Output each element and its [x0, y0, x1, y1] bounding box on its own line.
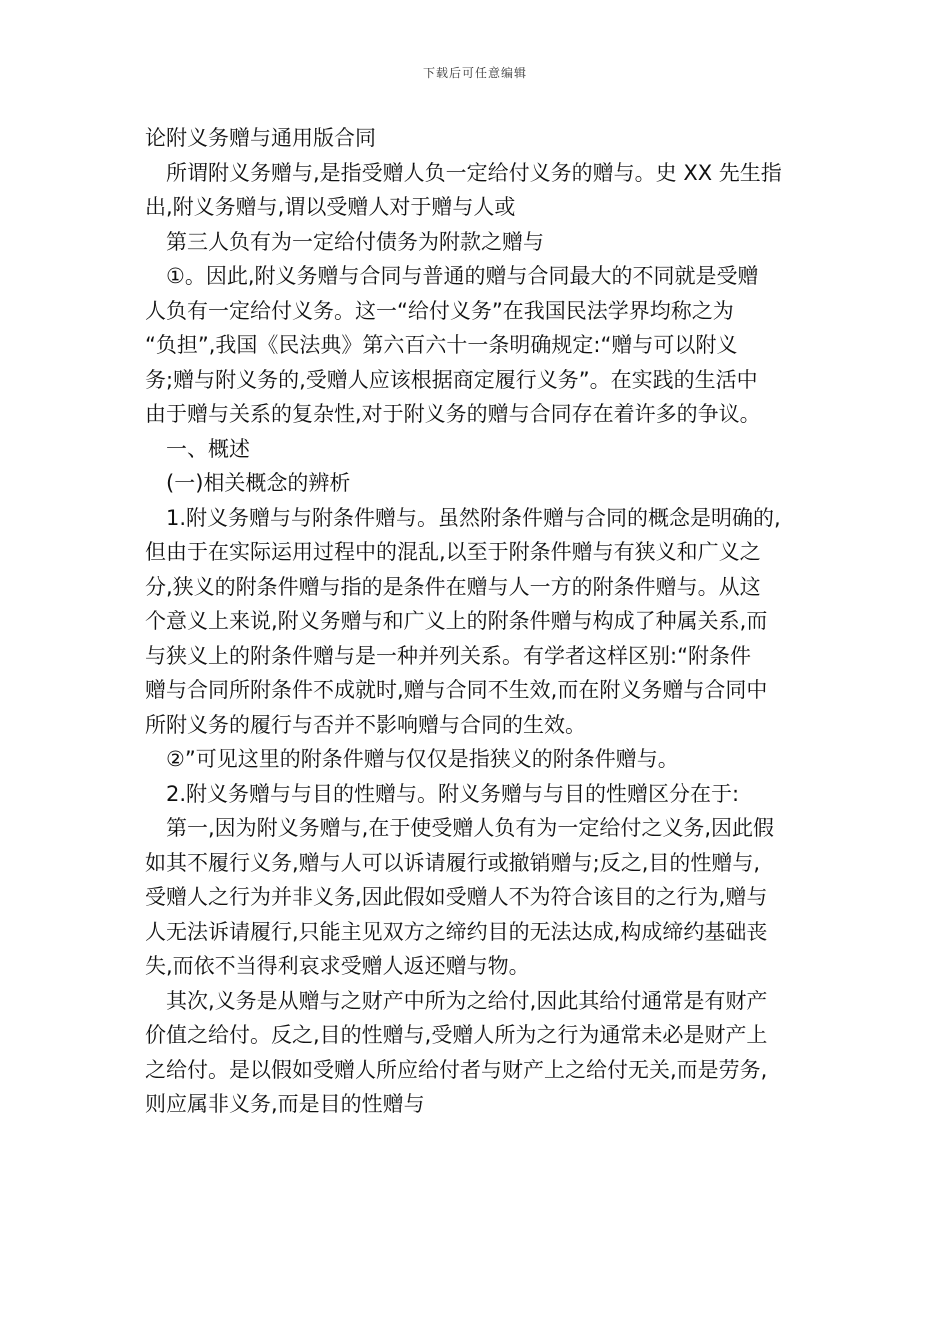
- text-line: ②”可见这里的附条件赠与仅仅是指狭义的附条件赠与。: [166, 747, 679, 771]
- text-line: 第三人负有为一定给付债务为附款之赠与: [166, 229, 544, 254]
- text-line: 人无法诉请履行,只能主见双方之缔约目的无法达成,构成缔约基础丧: [145, 919, 768, 944]
- text-line: 失,而依不当得利哀求受赠人返还赠与物。: [145, 954, 530, 978]
- text-line: 价值之给付。反之,目的性赠与,受赠人所为之行为通常未必是财产上: [145, 1023, 768, 1047]
- text-line: 由于赠与关系的复杂性,对于附义务的赠与合同存在着许多的争议。: [145, 402, 761, 426]
- text-line: 务;赠与附义务的,受赠人应该根据商定履行义务”。在实践的生活中: [145, 367, 758, 392]
- text-line: 则应属非义务,而是目的性赠与: [145, 1092, 425, 1116]
- text-line: 出,附义务赠与,谓以受赠人对于赠与人或: [145, 195, 516, 219]
- text-line: ①。因此,附义务赠与合同与普通的赠与合同最大的不同就是受赠: [166, 264, 759, 288]
- document-lines: [145, 156, 810, 1122]
- text-line: 之给付。是以假如受赠人所应给付者与财产上之给付无关,而是劳务,: [145, 1057, 768, 1082]
- page-header: 下载后可任意编辑: [422, 66, 527, 80]
- text-line: 但由于在实际运用过程中的混乱,以至于附条件赠与有狭义和广义之: [145, 540, 761, 564]
- text-line: 2.附义务赠与与目的性赠与。附义务赠与与目的性赠区分在于:: [166, 781, 740, 806]
- document-body: [145, 121, 810, 1122]
- text-line: 所附义务的履行与否并不影响赠与合同的生效。: [145, 712, 586, 737]
- text-line: 1.附义务赠与与附条件赠与。虽然附条件赠与合同的概念是明确的,: [166, 505, 781, 530]
- text-line: 一、概述: [166, 436, 250, 461]
- text-line: 如其不履行义务,赠与人可以诉请履行或撤销赠与;反之,目的性赠与,: [145, 850, 761, 875]
- text-line: 其次,义务是从赠与之财产中所为之给付,因此其给付通常是有财产: [166, 988, 768, 1013]
- text-line: (一)相关概念的辨析: [166, 471, 351, 495]
- document-title: 论附义务赠与通用版合同: [145, 126, 376, 150]
- text-line: 第一,因为附义务赠与,在于使受赠人负有为一定给付之义务,因此假: [166, 816, 775, 840]
- text-line: 赠与合同所附条件不成就时,赠与合同不生效,而在附义务赠与合同中: [145, 678, 768, 702]
- text-line: 所谓附义务赠与,是指受赠人负一定给付义务的赠与。史 XX 先生指: [166, 160, 782, 185]
- text-line: 人负有一定给付义务。这一“给付义务”在我国民法学界均称之为: [145, 298, 734, 323]
- text-line: 个意义上来说,附义务赠与和广义上的附条件赠与构成了种属关系,而: [145, 609, 768, 633]
- text-line: 与狭义上的附条件赠与是一种并列关系。有学者这样区别:“附条件: [145, 643, 751, 668]
- text-line: 分,狭义的附条件赠与指的是条件在赠与人一方的附条件赠与。从这: [145, 574, 761, 599]
- text-line: “负担”,我国《民法典》第六百六十一条明确规定:“赠与可以附义: [145, 333, 738, 357]
- text-line: 受赠人之行为并非义务,因此假如受赠人不为符合该目的之行为,赠与: [145, 885, 768, 909]
